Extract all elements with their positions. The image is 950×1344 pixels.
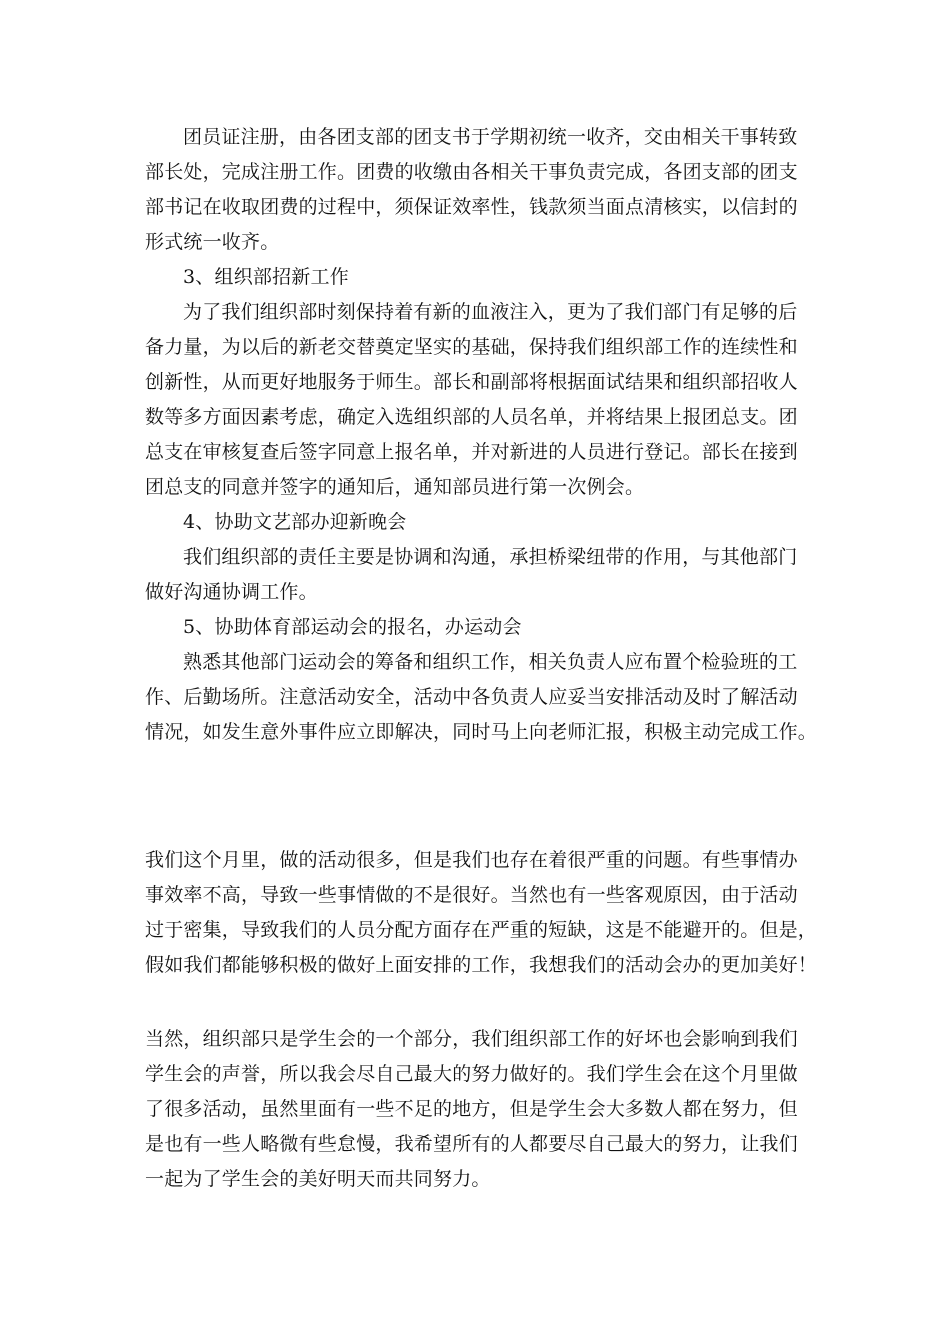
paragraph-line: 事效率不高，导致一些事情做的不是很好。当然也有一些客观原因，由于活动: [145, 884, 798, 906]
paragraph-line: 一起为了学生会的美好明天而共同努力。: [145, 1168, 491, 1190]
paragraph-line: 部长处，完成注册工作。团费的收缴由各相关干事负责完成，各团支部的团支: [145, 161, 798, 183]
section-heading: 4、协助文艺部办迎新晚会: [183, 511, 407, 533]
paragraph-line: 我们组织部的责任主要是协调和沟通，承担桥梁纽带的作用，与其他部门: [183, 546, 798, 568]
paragraph-line: 是也有一些人略微有些怠慢，我希望所有的人都要尽自己最大的努力，让我们: [145, 1133, 798, 1155]
paragraph-line: 备力量，为以后的新老交替奠定坚实的基础，保持我们组织部工作的连续性和: [145, 336, 798, 358]
paragraph-line: 了很多活动，虽然里面有一些不足的地方，但是学生会大多数人都在努力，但: [145, 1098, 798, 1120]
section-a: [145, 120, 818, 750]
paragraph-line: 我们这个月里，做的活动很多，但是我们也存在着很严重的问题。有些事情办: [145, 849, 798, 871]
paragraph-line: 创新性，从而更好地服务于师生。部长和副部将根据面试结果和组织部招收人: [145, 371, 798, 393]
paragraph-line: 为了我们组织部时刻保持着有新的血液注入，更为了我们部门有足够的后: [183, 301, 798, 323]
paragraph-line: 作、后勤场所。注意活动安全，活动中各负责人应妥当安排活动及时了解活动: [145, 686, 798, 708]
section-heading: 3、组织部招新工作: [183, 266, 349, 288]
section-heading: 5、协助体育部运动会的报名，办运动会: [183, 616, 522, 638]
section-b-paragraph-1: [145, 843, 818, 983]
paragraph-line: 总支在审核复查后签字同意上报名单，并对新进的人员进行登记。部长在接到: [145, 441, 798, 463]
paragraph-line: 情况，如发生意外事件应立即解决，同时马上向老师汇报，积极主动完成工作。: [145, 721, 818, 743]
paragraph-line: 团员证注册，由各团支部的团支书于学期初统一收齐，交由相关干事转致: [183, 126, 798, 148]
section-b-paragraph-2: [145, 1022, 807, 1197]
paragraph-line: 部书记在收取团费的过程中，须保证效率性，钱款须当面点清核实，以信封的: [145, 196, 798, 218]
paragraph-line: 团总支的同意并签字的通知后，通知部员进行第一次例会。: [145, 476, 645, 498]
paragraph-line: 做好沟通协调工作。: [145, 581, 318, 603]
paragraph-line: 过于密集，导致我们的人员分配方面存在严重的短缺，这是不能避开的。但是，: [145, 919, 818, 941]
paragraph-line: 当然，组织部只是学生会的一个部分，我们组织部工作的好坏也会影响到我们: [145, 1028, 798, 1050]
paragraph-line: 数等多方面因素考虑，确定入选组织部的人员名单，并将结果上报团总支。团: [145, 406, 798, 428]
paragraph-line: 学生会的声誉，所以我会尽自己最大的努力做好的。我们学生会在这个月里做: [145, 1063, 798, 1085]
paragraph-line: 熟悉其他部门运动会的筹备和组织工作，相关负责人应布置个检验班的工: [183, 651, 798, 673]
paragraph-line: 形式统一收齐。: [145, 231, 280, 253]
paragraph-line: 假如我们都能够积极的做好上面安排的工作，我想我们的活动会办的更加美好！: [145, 954, 818, 976]
